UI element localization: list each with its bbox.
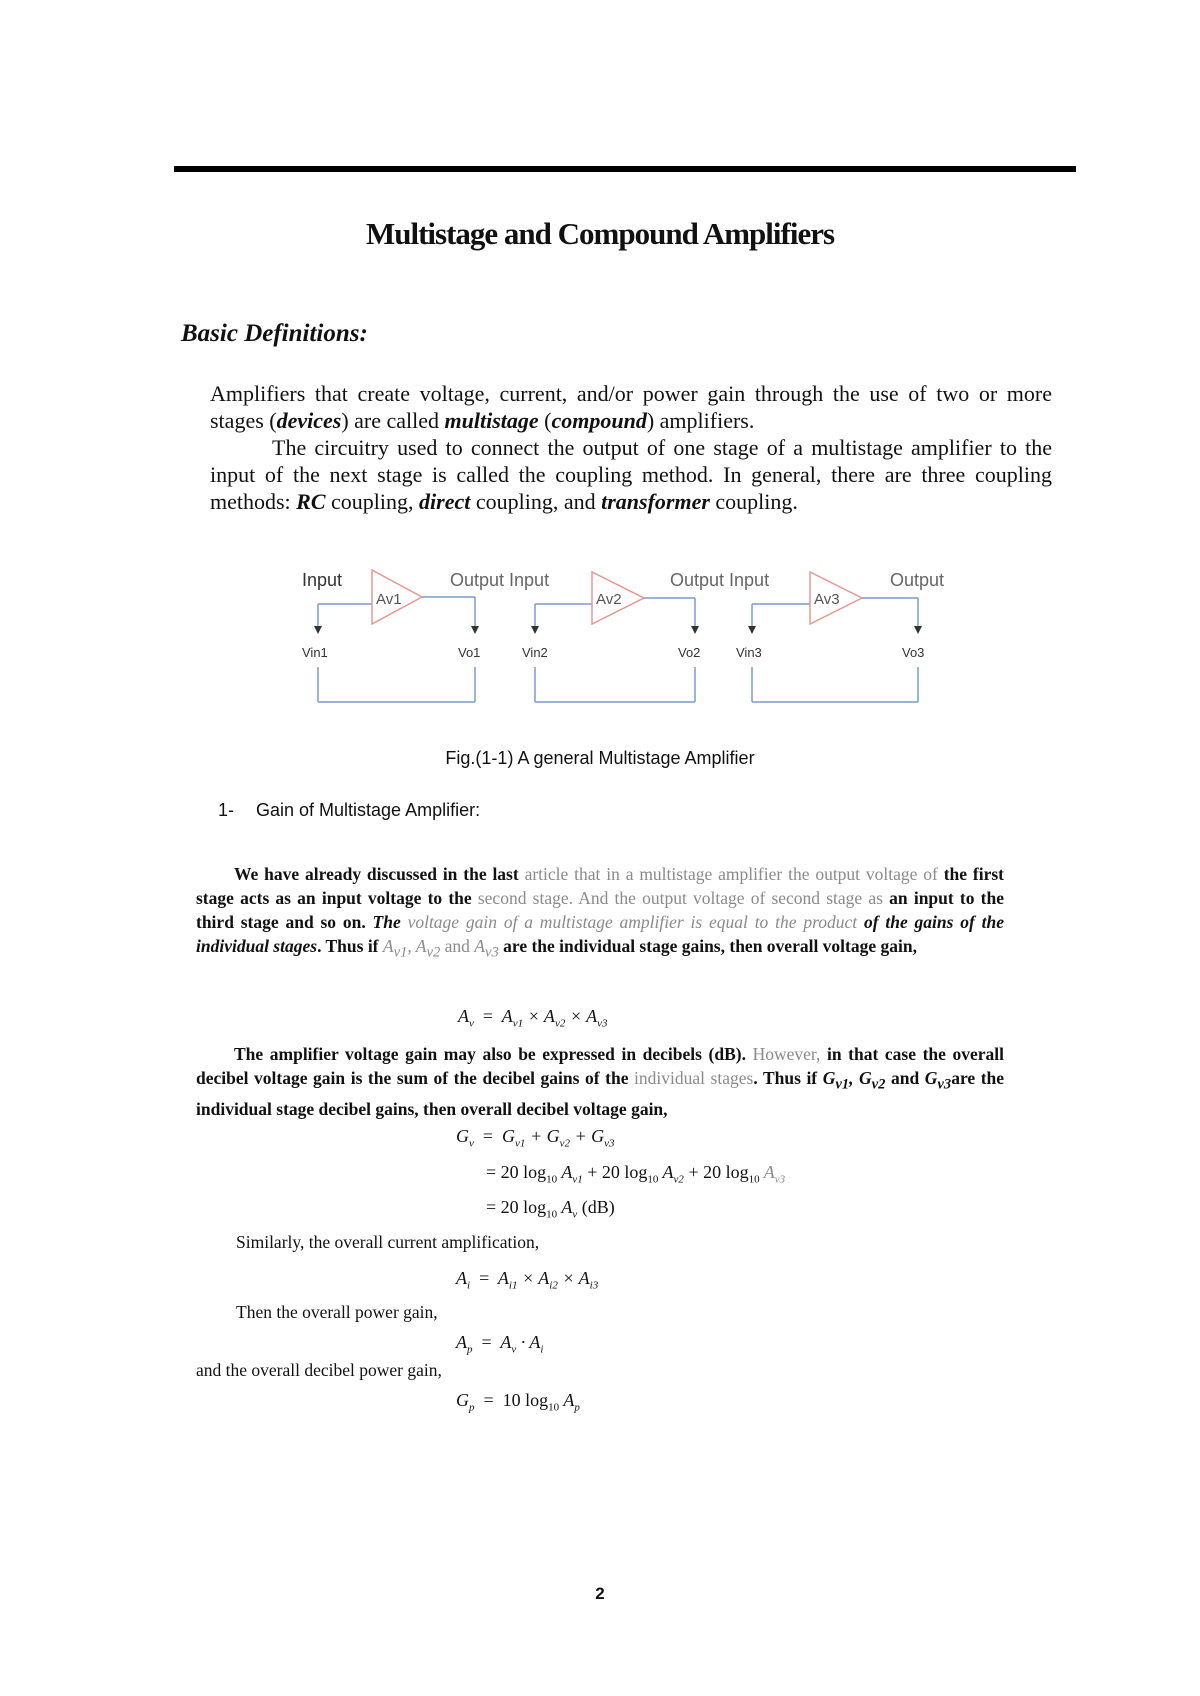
equation-db-gain-1: $G_v = G_{v1} + G_{v2} + G_{v3}$	[456, 1126, 615, 1150]
figure-caption: Fig.(1-1) A general Multistage Amplifier	[445, 748, 755, 768]
equation-current-gain: $A_i = A_{i1} \times A_{i2} \times A_{i3}$	[456, 1268, 599, 1292]
label-vin1: Vin1	[302, 645, 328, 660]
label-output-input-2: Output Input	[670, 570, 770, 590]
arrow-vin1	[314, 626, 322, 634]
equation-db-gain-2: = 20 $\log_{10} A_{v1} + 20$ $\log_{10} A_{v2} + 20$ $\log_{10} A_{v3}$	[486, 1162, 786, 1186]
multistage-diagram	[290, 562, 970, 722]
top-rule	[174, 166, 1076, 172]
text-then-power: Then the overall power gain,	[236, 1302, 438, 1322]
equation-power-gain: $A_p = A_v \cdot A_i$	[456, 1332, 544, 1356]
label-vin3: Vin3	[736, 645, 762, 660]
gain-paragraph-1: We have already discussed in the last article that in a multistage amplifier the output voltage of the first stage acts as an input voltage to the second stage. And the output voltage of second stage as an input to the third stage and so on. The voltage gain of a multistage amplifier is equal to the product of the gains of the individual stages. Thus if $A_{v1}$, $A_{v2}$ and $A_{v3}$ are the individual stage gains, then overall voltage gain,	[196, 864, 1004, 961]
intro-paragraph-1: Amplifiers that create voltage, current, and/or power gain through the use of two or more stages (devices) are called multistage (compound) amplifiers.	[210, 381, 1052, 433]
label-vo2: Vo2	[678, 645, 701, 660]
equation-voltage-gain: $A_v = A_{v1} \times A_{v2} \times A_{v3}$	[458, 1006, 608, 1030]
arrow-vo1	[471, 626, 479, 634]
arrow-vin3	[748, 626, 756, 634]
label-av2: Av2	[596, 591, 622, 608]
page-number: 2	[595, 1584, 605, 1603]
arrow-vo2	[691, 626, 699, 634]
label-output-input-1: Output Input	[450, 570, 550, 590]
label-vin2: Vin2	[522, 645, 548, 660]
label-input: Input	[302, 570, 343, 590]
text-similarly: Similarly, the overall current amplification,	[236, 1232, 540, 1252]
arrow-vin2	[531, 626, 539, 634]
label-av1: Av1	[376, 591, 402, 608]
section-heading: Basic Definitions:	[181, 320, 368, 347]
label-output: Output	[890, 570, 945, 590]
equation-db-gain-3: = 20 $\log_{10} A_v$ (dB)	[486, 1197, 615, 1221]
page-title: Multistage and Compound Amplifiers	[365, 216, 835, 251]
label-av3: Av3	[814, 591, 840, 608]
intro-paragraph-2: The circuitry used to connect the output of one stage of a multistage amplifier to the input of the next stage is called the coupling method. In general, there are three coupling methods: RC coupling, direct coupling, and transformer coupling.	[210, 435, 1052, 514]
subsection-heading: 1- Gain of Multistage Amplifier:	[218, 800, 481, 820]
label-vo1: Vo1	[458, 645, 481, 660]
multistage-amplifier-figure	[290, 562, 970, 722]
equation-db-power-gain: $G_p = 10$ $\log_{10} A_p$	[456, 1390, 580, 1414]
arrow-vo3	[914, 626, 922, 634]
gain-paragraph-2: The amplifier voltage gain may also be expressed in decibels (dB). However, in that case the overall decibel voltage gain is the sum of the decibel gains of the individual stages. Thus if $G_{v1}$, $G_{v2}$ and $G_{v3}are$ the individual stage decibel gains, then overall decibel voltage gain,	[196, 1044, 1005, 1119]
label-vo3: Vo3	[902, 645, 925, 660]
text-and-db-power: and the overall decibel power gain,	[196, 1360, 442, 1380]
